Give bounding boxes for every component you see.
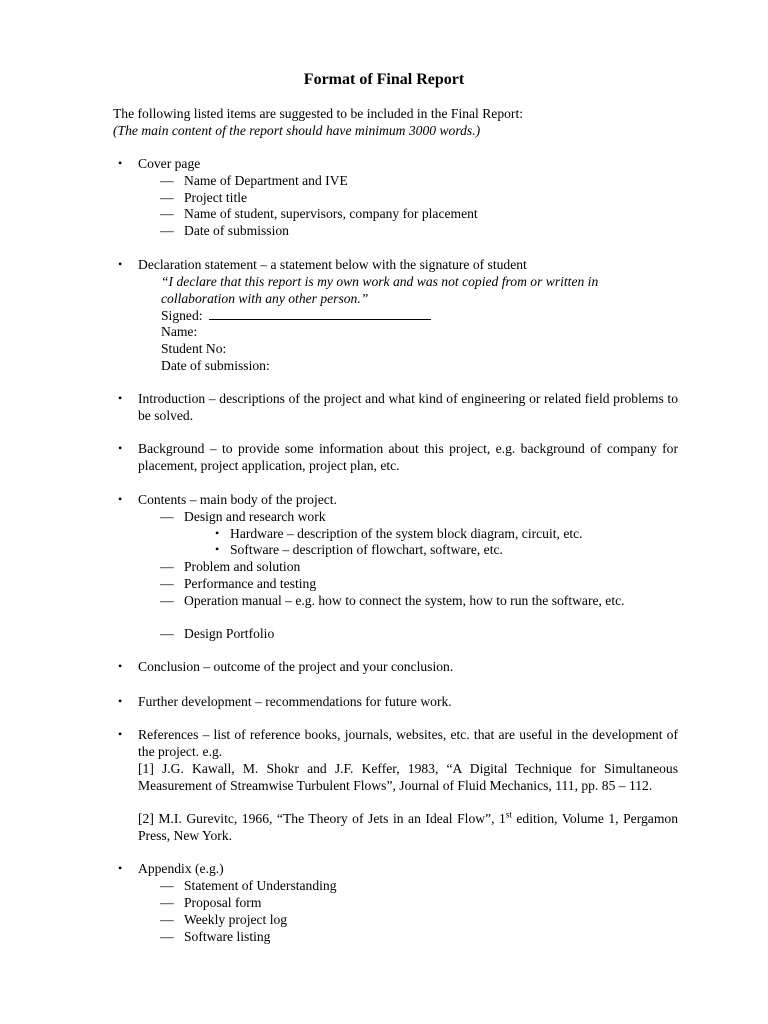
dash-icon: —: [160, 206, 174, 221]
sub-item-label: Proposal form: [184, 895, 262, 910]
cover-label: Cover page: [138, 156, 201, 171]
sub-item-label: Statement of Understanding: [184, 878, 337, 893]
sub-item-label: Performance and testing: [184, 576, 317, 591]
dash-icon: —: [160, 895, 174, 910]
dash-icon: —: [160, 593, 174, 608]
dash-icon: —: [160, 576, 174, 591]
reference-2-superscript: st: [505, 809, 512, 820]
sub-item-label: Operation manual – e.g. how to connect the system, how to run the software, etc.: [184, 593, 625, 608]
dash-icon: —: [160, 190, 174, 205]
intro-note: (The main content of the report should have minimum 3000 words.): [113, 123, 481, 138]
sub-item-label: Weekly project log: [184, 912, 288, 927]
bullet-icon: •: [118, 391, 123, 405]
bullet-icon: •: [215, 526, 220, 540]
dash-icon: —: [160, 509, 174, 524]
sub-item-label: Name of Department and IVE: [184, 173, 348, 188]
sub-item-label: Date of submission: [184, 223, 289, 238]
bullet-icon: •: [118, 727, 123, 741]
declaration-label: Declaration statement – a statement below with the signature of student: [138, 257, 527, 272]
introduction-text: Introduction – descriptions of the project and what kind of engineering or related field problems to be solved.: [138, 391, 678, 423]
bullet-icon: •: [118, 441, 123, 455]
sub-sub-item-label: Software – description of flowchart, software, etc.: [230, 542, 503, 557]
sub-item-label: Software listing: [184, 929, 271, 944]
reference-1-text: [1] J.G. Kawall, M. Shokr and J.F. Keffer, 1983, “A Digital Technique for Simultaneous Measurement of Streamwise Turbulent Flows”, Journal of Fluid Mechanics, 111, pp. 85 – 112.: [138, 761, 678, 793]
background-text: Background – to provide some information about this project, e.g. background of company for placement, project application, project plan, etc.: [138, 441, 678, 473]
bullet-icon: •: [215, 542, 220, 556]
reference-2-text: [138, 811, 678, 844]
date-label: Date of submission:: [161, 358, 270, 373]
dash-icon: —: [160, 878, 174, 893]
intro-text: The following listed items are suggested to be included in the Final Report:: [113, 106, 523, 121]
conclusion-text: Conclusion – outcome of the project and your conclusion.: [138, 659, 454, 674]
bullet-icon: •: [118, 492, 123, 506]
bullet-icon: •: [118, 257, 123, 271]
bullet-icon: •: [118, 861, 123, 875]
contents-label: Contents – main body of the project.: [138, 492, 337, 507]
dash-icon: —: [160, 912, 174, 927]
signed-label: Signed:: [161, 308, 203, 323]
name-label: Name:: [161, 324, 198, 339]
dash-icon: —: [160, 223, 174, 238]
sub-item-label: Name of student, supervisors, company for placement: [184, 206, 478, 221]
signed-line: [161, 307, 726, 325]
further-text: Further development – recommendations for future work.: [138, 694, 452, 709]
bullet-icon: •: [118, 694, 123, 708]
student-no-label: Student No:: [161, 341, 227, 356]
sub-item-label: Problem and solution: [184, 559, 301, 574]
sub-sub-item-label: Hardware – description of the system block diagram, circuit, etc.: [230, 526, 583, 541]
sub-item-label: Design and research work: [184, 509, 326, 524]
dash-icon: —: [160, 559, 174, 574]
dash-icon: —: [160, 173, 174, 188]
bullet-icon: •: [118, 156, 123, 170]
declaration-quote: “I declare that this report is my own work and was not copied from or written in: [161, 274, 599, 289]
dash-icon: —: [160, 626, 174, 641]
dash-icon: —: [160, 929, 174, 944]
sub-item-label: Design Portfolio: [184, 626, 275, 641]
sub-item-label: Project title: [184, 190, 248, 205]
appendix-label: Appendix (e.g.): [138, 861, 224, 876]
declaration-quote-cont: collaboration with any other person.”: [161, 291, 369, 306]
reference-2-part-b: edition, Volume 1, Pergamon Press, New York.: [138, 811, 678, 843]
signature-line: [209, 307, 431, 320]
page-title: Format of Final Report: [303, 71, 465, 88]
reference-2-part-a: [2] M.I. Gurevitc, 1966, “The Theory of Jets in an Ideal Flow”, 1: [138, 811, 506, 826]
bullet-icon: •: [118, 659, 123, 673]
references-label: References – list of reference books, journals, websites, etc. that are useful in the development of the project. e.g.: [138, 727, 678, 759]
